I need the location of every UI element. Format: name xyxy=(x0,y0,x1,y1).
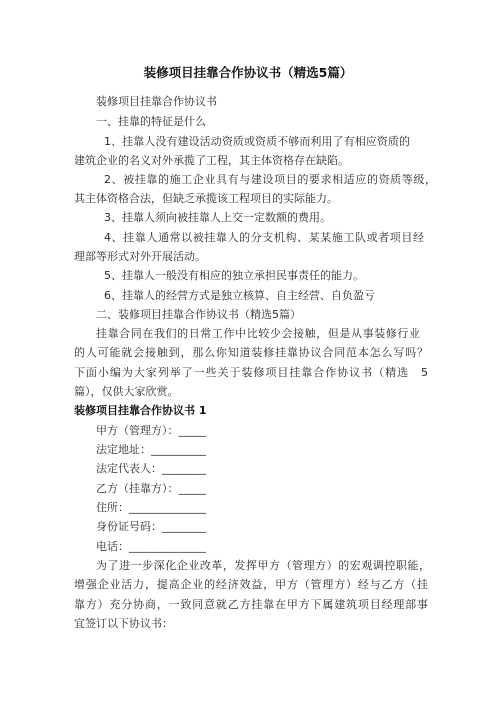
paragraph-line: 2、被挂靠的施工企业具有与建设项目的要求相适应的资质等级， xyxy=(104,173,436,186)
document-title: 装修项目挂靠合作协议书（精选5篇） xyxy=(143,65,353,80)
form-field-party-b: 乙方（挂靠方）：_____ xyxy=(96,482,206,495)
paragraph-line: 6、挂靠人的经营方式是独立核算、自主经营、自负盈亏 xyxy=(104,289,375,302)
paragraph-line: 1、挂靠人没有建设活动资质或资质不够而利用了有相应资质的 xyxy=(104,135,410,148)
form-field-legal-rep: 法定代表人：________ xyxy=(96,462,206,475)
heading-1: 一、挂靠的特征是什么 xyxy=(96,115,206,128)
paragraph-line: 下面小编为大家列举了一些关于装修项目挂靠合作协议书（精选 5 xyxy=(74,366,428,379)
form-field-address: 法定地址：__________ xyxy=(96,443,206,456)
form-field-residence: 住所：______________ xyxy=(96,501,206,514)
paragraph-line: 增强企业活力，提高企业的经济效益，甲方（管理方）经与乙方（挂 xyxy=(74,578,428,591)
form-field-phone: 电话：______________ xyxy=(96,540,206,553)
subtitle-line: 装修项目挂靠合作协议书 xyxy=(96,95,217,108)
form-field-party-a: 甲方（管理方）：_____ xyxy=(96,424,206,437)
paragraph-line: 的人可能就会接触到，那么你知道装修挂靠协议合同范本怎么写吗？ xyxy=(74,346,428,359)
paragraph-line: 3、挂靠人须向被挂靠人上交一定数额的费用。 xyxy=(104,211,331,224)
paragraph-line: 宜签订以下协议书： xyxy=(74,617,173,630)
paragraph-line: 建筑企业的名义对外承揽了工程，其主体资格存在缺陷。 xyxy=(74,154,349,167)
paragraph-line: 5、挂靠人一般没有相应的独立承担民事责任的能力。 xyxy=(104,269,364,282)
heading-2: 二、装修项目挂靠合作协议书（精选5篇） xyxy=(96,308,301,321)
section-heading: 装修项目挂靠合作协议书 1 xyxy=(74,404,207,417)
paragraph-line: 篇），仅供大家欣赏。 xyxy=(74,385,179,398)
paragraph-line: 挂靠合同在我们的日常工作中比较少会接触，但是从事装修行业 xyxy=(96,327,420,340)
paragraph-line: 其主体资格合法，但缺乏承揽该工程项目的实际能力。 xyxy=(74,192,338,205)
paragraph-line: 理部等形式对外开展活动。 xyxy=(74,250,206,263)
paragraph-line: 为了进一步深化企业改革，发挥甲方（管理方）的宏观调控职能， xyxy=(96,559,430,572)
form-field-id-number: 身份证号码：________ xyxy=(96,520,206,533)
paragraph-line: 4、挂靠人通常以被挂靠人的分支机构、某某施工队或者项目经 xyxy=(104,231,424,244)
paragraph-line: 靠方）充分协商，一致同意就乙方挂靠在甲方下属建筑项目经理部事 xyxy=(74,598,428,611)
